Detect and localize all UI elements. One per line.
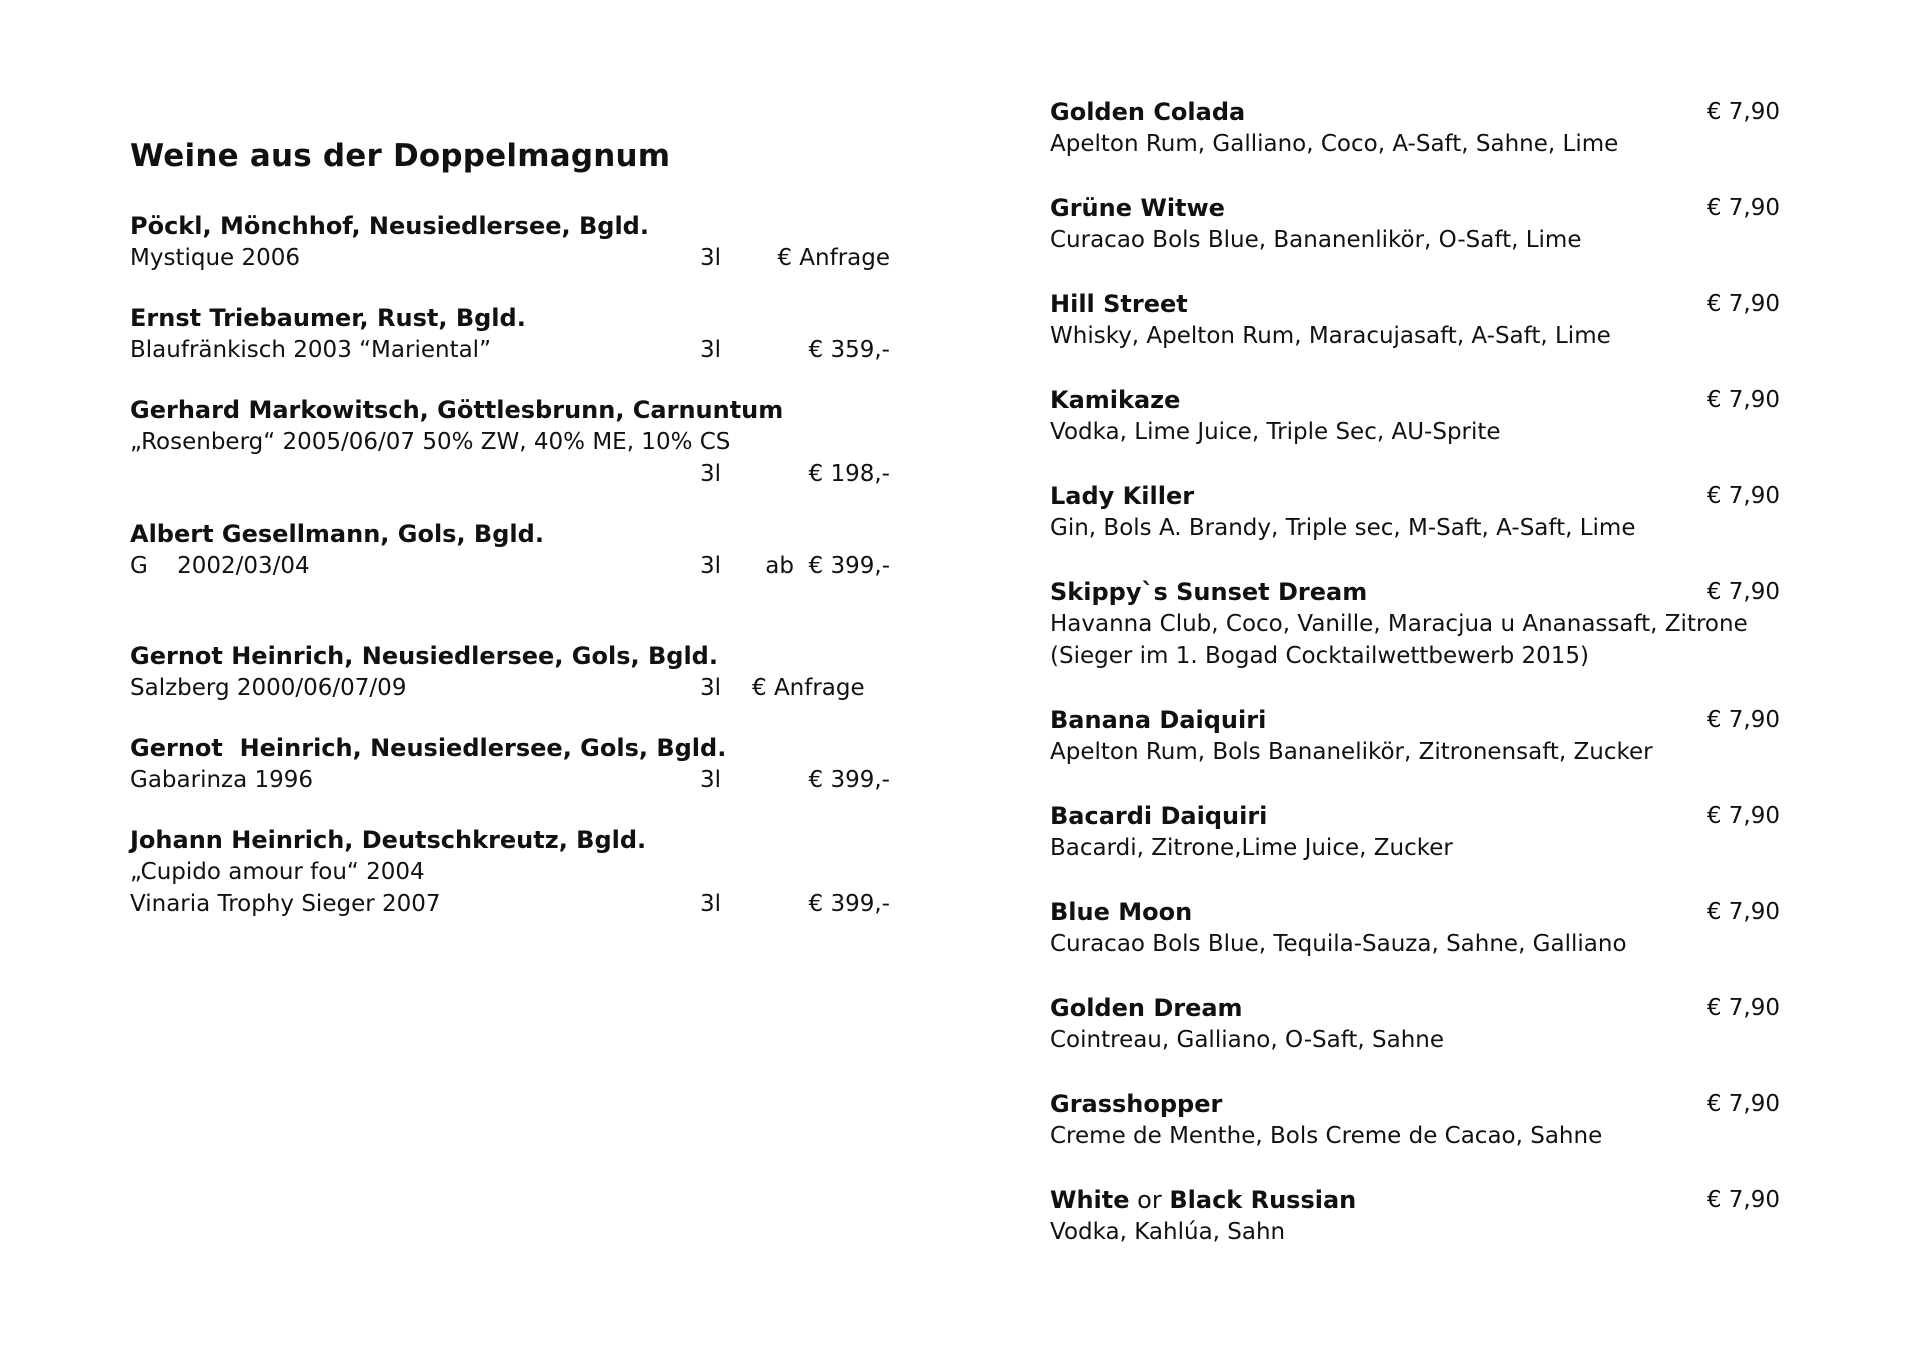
cocktail-price: € 7,90 xyxy=(1706,387,1780,413)
cocktail-ingredients: Gin, Bols A. Brandy, Triple sec, M-Saft, A-Saft, Lime xyxy=(1050,515,1636,541)
cocktail-entry xyxy=(1050,896,1780,960)
cocktail-price: € 7,90 xyxy=(1706,99,1780,125)
cocktail-name xyxy=(1050,1186,1356,1214)
wine-line xyxy=(130,426,890,458)
cocktail-entry xyxy=(1050,192,1780,256)
wine-line xyxy=(130,242,890,274)
cocktail-entry xyxy=(1050,992,1780,1056)
wine-price: € Anfrage xyxy=(777,245,890,271)
cocktail-price: € 7,90 xyxy=(1706,195,1780,221)
wine-producer: Johann Heinrich, Deutschkreutz, Bgld. xyxy=(130,826,647,854)
cocktail-ingredients: Bacardi, Zitrone,Lime Juice, Zucker xyxy=(1050,835,1453,861)
wine-line xyxy=(130,764,890,796)
cocktail-entry xyxy=(1050,800,1780,864)
wine-entry xyxy=(130,394,890,490)
cocktail-ingredients: Vodka, Lime Juice, Triple Sec, AU-Sprite xyxy=(1050,419,1501,445)
wine-producer: Ernst Triebaumer, Rust, Bgld. xyxy=(130,304,526,332)
wine-name: Vinaria Trophy Sieger 2007 xyxy=(130,891,441,917)
cocktail-note: (Sieger im 1. Bogad Cocktailwettbewerb 2015) xyxy=(1050,643,1590,669)
wine-price: € 198,- xyxy=(808,461,890,487)
wine-producer: Pöckl, Mönchhof, Neusiedlersee, Bgld. xyxy=(130,212,649,240)
cocktail-entry xyxy=(1050,704,1780,768)
cocktail-ingredients: Curacao Bols Blue, Tequila-Sauza, Sahne, Galliano xyxy=(1050,931,1627,957)
wine-price: € Anfrage xyxy=(752,675,865,701)
wine-size: 3l xyxy=(700,337,722,363)
cocktail-price: € 7,90 xyxy=(1706,1187,1780,1213)
cocktail-name: Bacardi Daiquiri xyxy=(1050,802,1268,830)
wine-name: Gabarinza 1996 xyxy=(130,767,314,793)
wine-price: € 399,- xyxy=(808,891,890,917)
cocktail-section xyxy=(1050,96,1780,1280)
wine-entry xyxy=(130,824,890,920)
cocktail-entry xyxy=(1050,384,1780,448)
wine-size: 3l xyxy=(700,461,722,487)
cocktail-name-part: White xyxy=(1050,1186,1130,1214)
cocktail-name: Grüne Witwe xyxy=(1050,194,1225,222)
cocktail-name: Skippy`s Sunset Dream xyxy=(1050,578,1368,606)
cocktail-price: € 7,90 xyxy=(1706,291,1780,317)
cocktail-price: € 7,90 xyxy=(1706,483,1780,509)
cocktail-price: € 7,90 xyxy=(1706,579,1780,605)
wine-name: Salzberg 2000/06/07/09 xyxy=(130,675,407,701)
wine-size: 3l xyxy=(700,891,722,917)
wine-name: Mystique 2006 xyxy=(130,245,301,271)
cocktail-name: Lady Killer xyxy=(1050,482,1195,510)
wine-price: € 399,- xyxy=(808,767,890,793)
cocktail-ingredients: Apelton Rum, Bols Bananelikör, Zitronensaft, Zucker xyxy=(1050,739,1653,765)
wine-entry xyxy=(130,210,890,274)
wine-name: G 2002/03/04 xyxy=(130,553,310,579)
cocktail-entry xyxy=(1050,480,1780,544)
wine-entry xyxy=(130,732,890,796)
cocktail-ingredients: Havanna Club, Coco, Vanille, Maracjua u Ananassaft, Zitrone xyxy=(1050,611,1748,637)
cocktail-name: Golden Dream xyxy=(1050,994,1243,1022)
cocktail-name: Banana Daiquiri xyxy=(1050,706,1267,734)
cocktail-ingredients: Apelton Rum, Galliano, Coco, A-Saft, Sahne, Lime xyxy=(1050,131,1619,157)
wine-name: „Cupido amour fou“ 2004 xyxy=(130,859,425,885)
cocktail-price: € 7,90 xyxy=(1706,995,1780,1021)
cocktail-ingredients: Cointreau, Galliano, O-Saft, Sahne xyxy=(1050,1027,1445,1053)
cocktail-entry xyxy=(1050,96,1780,160)
cocktail-name-part: Black Russian xyxy=(1169,1186,1357,1214)
cocktail-price: € 7,90 xyxy=(1706,803,1780,829)
cocktail-price: € 7,90 xyxy=(1706,899,1780,925)
cocktail-ingredients: Whisky, Apelton Rum, Maracujasaft, A-Saft, Lime xyxy=(1050,323,1611,349)
cocktail-name: Kamikaze xyxy=(1050,386,1181,414)
wine-line xyxy=(130,458,890,490)
cocktail-price: € 7,90 xyxy=(1706,1091,1780,1117)
cocktail-name: Golden Colada xyxy=(1050,98,1246,126)
wine-producer: Gernot Heinrich, Neusiedlersee, Gols, Bgld. xyxy=(130,734,727,762)
cocktail-entry xyxy=(1050,576,1780,672)
wine-size: 3l xyxy=(700,245,722,271)
section-title: Weine aus der Doppelmagnum xyxy=(130,138,671,174)
wine-price: ab € 399,- xyxy=(765,553,890,579)
wine-producer: Gerhard Markowitsch, Göttlesbrunn, Carnuntum xyxy=(130,396,784,424)
wine-name: Blaufränkisch 2003 “Mariental” xyxy=(130,337,491,363)
cocktail-entry xyxy=(1050,288,1780,352)
wine-line xyxy=(130,888,890,920)
cocktail-ingredients: Vodka, Kahlúa, Sahn xyxy=(1050,1219,1286,1245)
wine-line xyxy=(130,672,890,704)
wine-name: „Rosenberg“ 2005/06/07 50% ZW, 40% ME, 10% CS xyxy=(130,429,731,455)
wine-entry xyxy=(130,518,890,582)
wine-producer: Albert Gesellmann, Gols, Bgld. xyxy=(130,520,544,548)
cocktail-name: Blue Moon xyxy=(1050,898,1193,926)
wine-entry xyxy=(130,302,890,366)
wine-entry xyxy=(130,640,890,704)
cocktail-name-or: or xyxy=(1129,1186,1170,1214)
cocktail-name: Grasshopper xyxy=(1050,1090,1223,1118)
cocktail-price: € 7,90 xyxy=(1706,707,1780,733)
cocktail-ingredients: Creme de Menthe, Bols Creme de Cacao, Sahne xyxy=(1050,1123,1603,1149)
wine-size: 3l xyxy=(700,767,722,793)
wine-price: € 359,- xyxy=(808,337,890,363)
wine-line xyxy=(130,550,890,582)
cocktail-ingredients: Curacao Bols Blue, Bananenlikör, O-Saft, Lime xyxy=(1050,227,1582,253)
wine-line xyxy=(130,334,890,366)
wine-line xyxy=(130,856,890,888)
wine-size: 3l xyxy=(700,553,722,579)
cocktail-entry xyxy=(1050,1088,1780,1152)
wine-section xyxy=(130,136,890,948)
cocktail-name: Hill Street xyxy=(1050,290,1188,318)
cocktail-entry xyxy=(1050,1184,1780,1248)
wine-size: 3l xyxy=(700,675,722,701)
wine-producer: Gernot Heinrich, Neusiedlersee, Gols, Bgld. xyxy=(130,642,718,670)
